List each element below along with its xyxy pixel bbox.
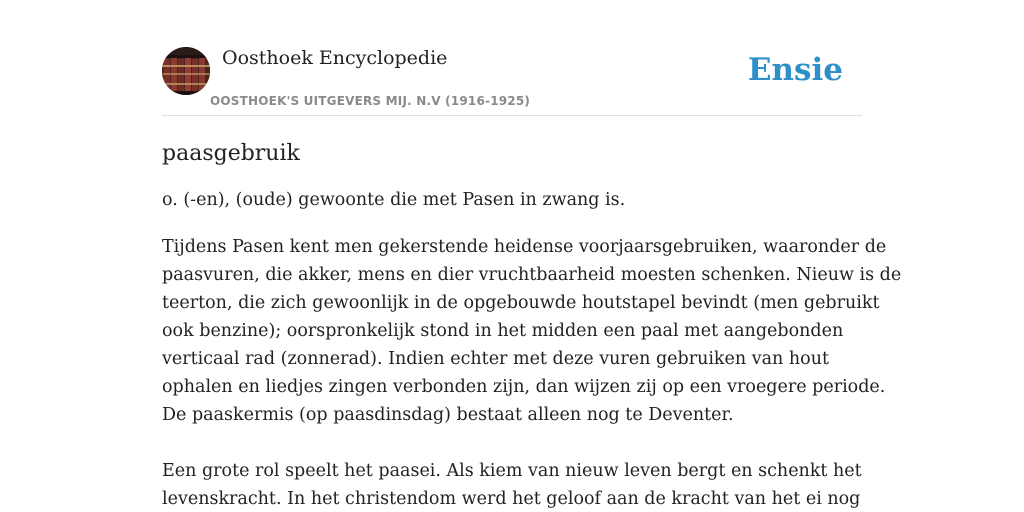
encyclopedia-books-icon[interactable] (162, 47, 210, 95)
paragraph-1 (162, 233, 902, 429)
paragraph-line: paasvuren, die akker, mens en dier vruchtbaarheid moesten schenken. Nieuw is de (162, 265, 902, 285)
paragraph-line: De paaskermis (op paasdinsdag) bestaat alleen nog te Deventer. (162, 405, 734, 425)
paragraph-2 (162, 457, 862, 512)
brand-logo-link[interactable]: Ensie (747, 52, 843, 88)
page-title: paasgebruik (162, 141, 300, 166)
paragraph-line: ook benzine); oorspronkelijk stond in het midden een paal met aangebonden (162, 321, 844, 341)
header-divider (162, 115, 862, 116)
source-header (162, 46, 862, 116)
paragraph-line: levenskracht. In het christendom werd het geloof aan de kracht van het ei nog (162, 489, 861, 509)
paragraph-line: teerton, die zich gewoonlijk in de opgebouwde houtstapel bevindt (men gebruikt (162, 293, 880, 313)
article (162, 139, 902, 512)
paragraph-line: verticaal rad (zonnerad). Indien echter met deze vuren gebruiken van hout (162, 349, 829, 369)
paragraph-line: Tijdens Pasen kent men gekerstende heidense voorjaarsgebruiken, waaronder de (162, 237, 887, 257)
source-title[interactable]: Oosthoek Encyclopedie (222, 47, 448, 69)
source-subtitle: OOSTHOEK'S UITGEVERS MIJ. N.V (1916-1925) (210, 94, 531, 108)
paragraph-line: ophalen en liedjes zingen verbonden zijn, dan wijzen zij op een vroegere periode. (162, 377, 886, 397)
paragraph-line: Een grote rol speelt het paasei. Als kiem van nieuw leven bergt en schenkt het (162, 461, 862, 481)
definition-text: o. (-en), (oude) gewoonte die met Pasen in zwang is. (162, 190, 626, 210)
